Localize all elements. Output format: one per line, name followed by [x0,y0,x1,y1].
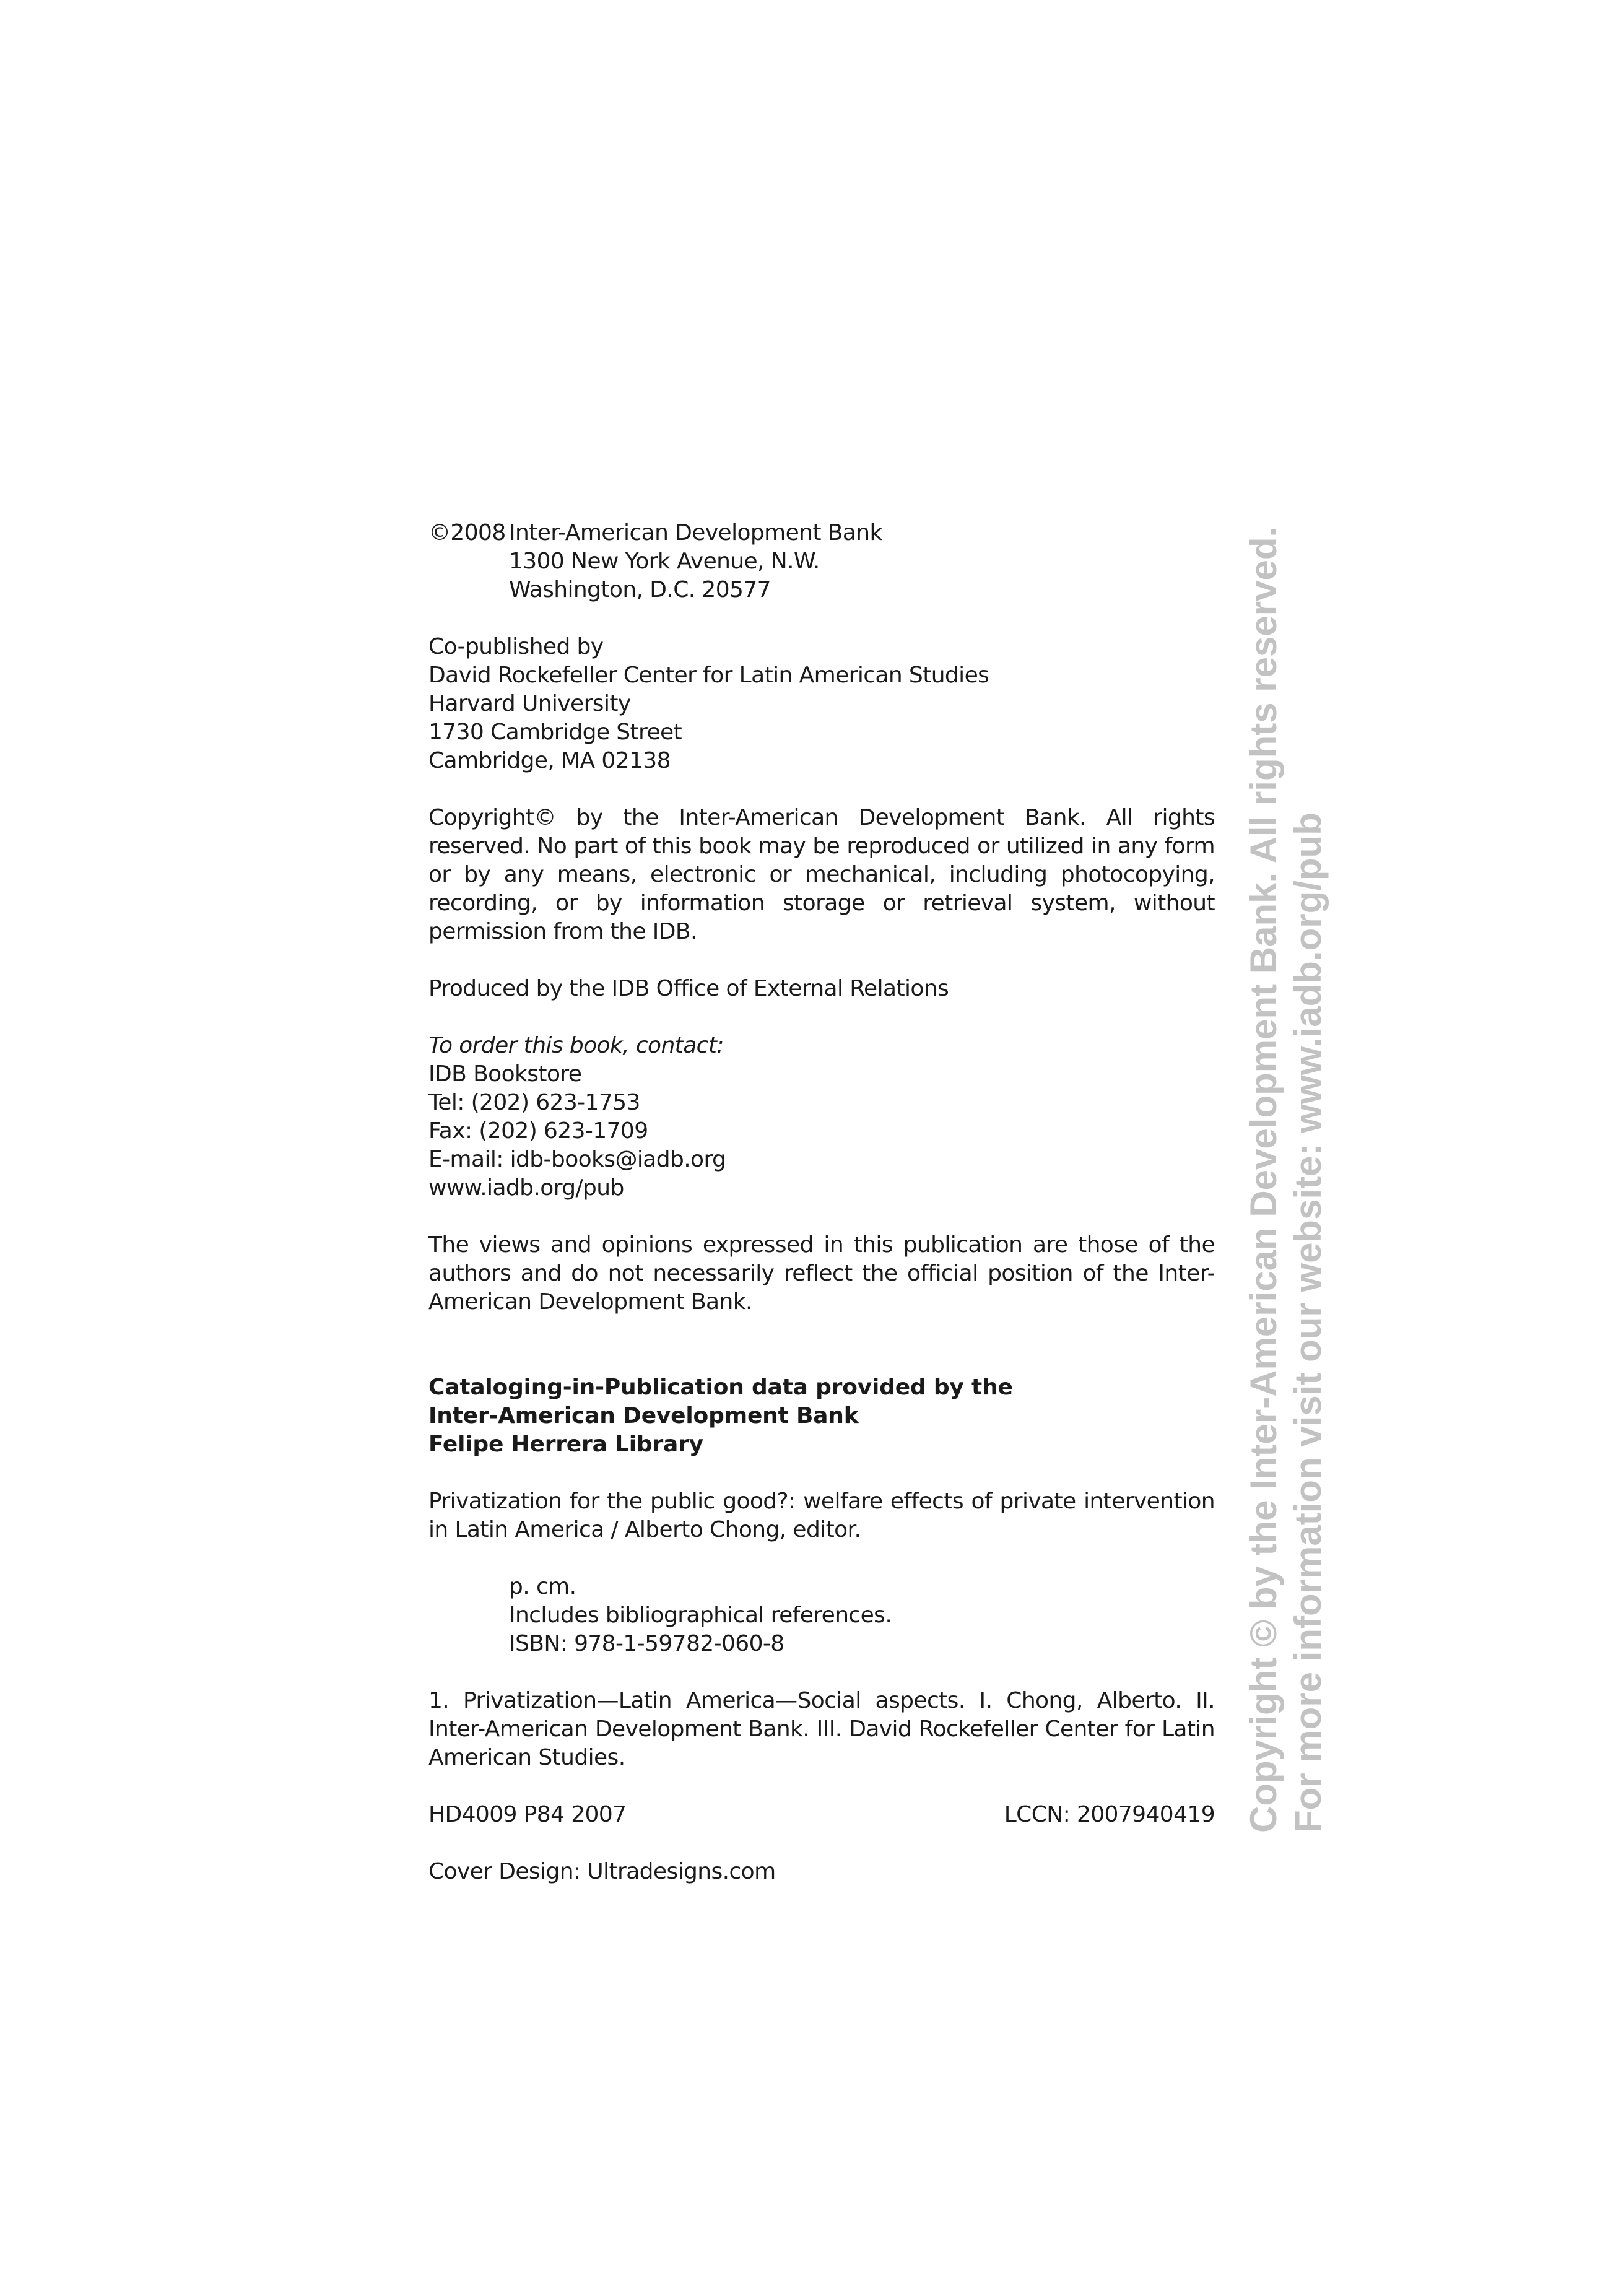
cip-isbn: ISBN: 978-1-59782-060-8 [509,1631,784,1656]
cip-heading [428,1373,1215,1459]
copublisher-intro: Co-published by [428,634,604,659]
copublisher-line: Harvard University [428,691,631,716]
publisher-name: Inter-American Development Bank [509,520,882,546]
cip-heading-line: Cataloging-in-Publication data provided by the [428,1375,1013,1400]
cip-title-entry: Privatization for the public good?: welfare effects of private intervention in Latin America / Alberto Chong, editor. [428,1489,1215,1542]
cip-classification-row [428,1801,1215,1829]
cip-heading-line: Felipe Herrera Library [428,1432,703,1457]
copyright-row [428,519,1215,547]
copyright-year: ©2008 [428,520,506,546]
cip-lccn: LCCN: 2007940419 [1004,1802,1215,1827]
copyright-watermark [1241,0,1331,1833]
publisher-address-line: 1300 New York Avenue, N.W. [509,549,820,574]
rights-statement: Copyright© by the Inter-American Development Bank. All rights reserved. No part of this book may be reproduced or utilized in any form or by any means, electronic or mechanical, including photocopying, recording, or by information storage or retrieval system, without permission from the IDB. [428,805,1215,944]
cip-detail-line: Includes bibliographical references. [509,1602,892,1628]
cip-call-number: HD4009 P84 2007 [428,1802,627,1827]
cip-details [428,1573,1215,1658]
cip-heading-line: Inter-American Development Bank [428,1403,859,1428]
produced-by: Produced by the IDB Office of External Relations [428,976,949,1001]
cip-detail-line: p. cm. [509,1574,576,1599]
disclaimer: The views and opinions expressed in this publication are those of the authors and do not necessarily reflect the official position of the Inter-American Development Bank. [428,1232,1215,1315]
copublisher-line: Cambridge, MA 02138 [428,748,671,773]
copublisher-line: David Rockefeller Center for Latin American Studies [428,663,989,688]
copublisher-block [428,633,1215,775]
cover-design-credit: Cover Design: Ultradesigns.com [428,1859,776,1884]
copyright-block [428,519,1215,604]
ordering-fax: Fax: (202) 623-1709 [428,1118,648,1144]
ordering-email: E-mail: idb-books@iadb.org [428,1147,726,1172]
ordering-name: IDB Bookstore [428,1061,582,1087]
publisher-address-line: Washington, D.C. 20577 [509,577,771,602]
copyright-page-text [428,519,1215,1886]
watermark-line: For more information visit our website: www.iadb.org/pub [1287,812,1329,1833]
ordering-website: www.iadb.org/pub [428,1175,624,1201]
cip-subjects: 1. Privatization—Latin America—Social aspects. I. Chong, Alberto. II. Inter-American Development Bank. III. David Rockefeller Center for Latin American Studies. [428,1688,1215,1770]
ordering-heading: To order this book, contact: [428,1033,724,1058]
ordering-tel: Tel: (202) 623-1753 [428,1090,640,1115]
copublisher-line: 1730 Cambridge Street [428,720,682,745]
watermark-line: Copyright © by the Inter-American Development Bank. All rights reserved. [1243,526,1284,1833]
ordering-block [428,1032,1215,1202]
